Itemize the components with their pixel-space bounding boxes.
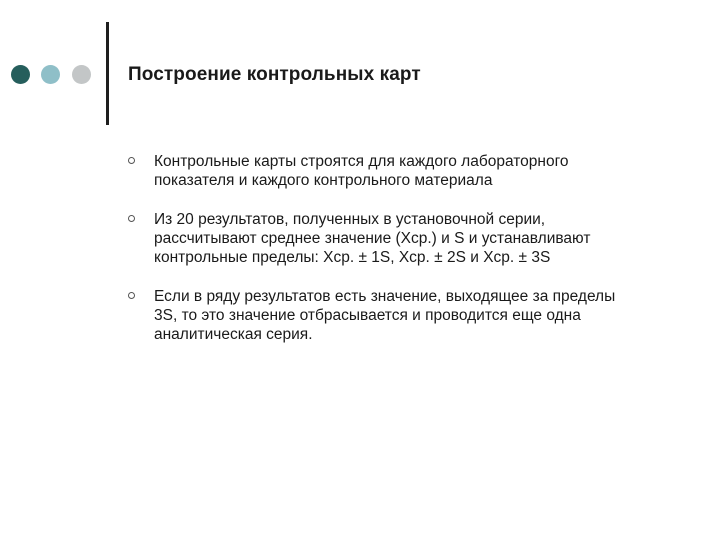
slide-title: Построение контрольных карт	[128, 64, 421, 85]
circle-bullet-icon	[128, 292, 135, 299]
bullet-line: контрольные пределы: Хср. ± 1S, Хср. ± 2S и Хср. ± 3S	[154, 249, 551, 266]
light-teal-dot	[41, 65, 60, 84]
gray-dot	[72, 65, 91, 84]
bullet-text	[154, 152, 688, 190]
bullet-line: Контрольные карты строятся для каждого лабораторного	[154, 153, 569, 170]
bullet-text	[154, 287, 688, 344]
title-divider-line	[106, 22, 109, 125]
bullet-text	[154, 210, 688, 267]
dark-teal-dot	[11, 65, 30, 84]
circle-bullet-icon	[128, 157, 135, 164]
bullet-line: показателя и каждого контрольного материала	[154, 172, 493, 189]
bullet-item-1	[128, 152, 688, 190]
circle-bullet-icon	[128, 215, 135, 222]
bullet-list	[128, 152, 688, 364]
bullet-line: рассчитывают среднее значение (Хср.) и S и устанавливают	[154, 230, 591, 247]
bullet-item-2	[128, 210, 688, 267]
bullet-line: аналитическая серия.	[154, 326, 313, 343]
decorative-dots	[0, 0, 110, 150]
bullet-line: Если в ряду результатов есть значение, выходящее за пределы	[154, 288, 616, 305]
bullet-line: Из 20 результатов, полученных в установочной серии,	[154, 211, 546, 228]
bullet-item-3	[128, 287, 688, 344]
bullet-line: 3S, то это значение отбрасывается и проводится еще одна	[154, 307, 581, 324]
